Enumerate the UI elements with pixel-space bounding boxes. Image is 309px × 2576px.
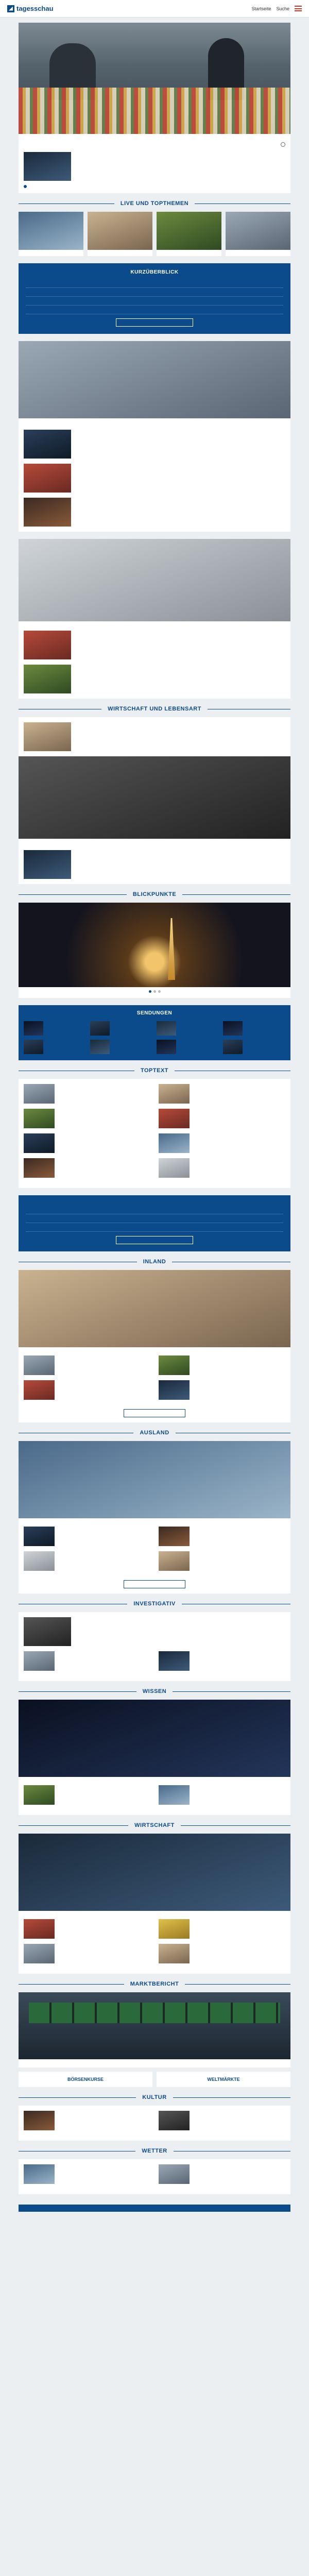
wissen-block (19, 1700, 290, 1815)
list-item[interactable] (159, 1651, 285, 1671)
live-tile[interactable] (19, 212, 83, 256)
list-item[interactable] (24, 1919, 150, 1939)
weltmaerkte-label: WELTMÄRKTE (207, 2077, 240, 2082)
section-title-ausland: AUSLAND (140, 1430, 169, 1436)
second-teaser[interactable] (19, 147, 290, 181)
list-item[interactable] (159, 1944, 285, 1963)
list-item[interactable] (159, 1158, 285, 1178)
row-teaser[interactable] (19, 1612, 290, 1646)
weltmaerkte-link[interactable] (157, 2072, 290, 2087)
live-tile[interactable] (157, 212, 221, 256)
section-title-wissen: WISSEN (142, 1688, 167, 1694)
blickpunkte-carousel[interactable] (19, 903, 290, 998)
sendung-item[interactable] (90, 1021, 152, 1036)
lead-image (19, 23, 290, 134)
wetter-block (19, 2159, 290, 2194)
list-item[interactable] (159, 1380, 285, 1400)
section-title-blickpunkte: BLICKPUNKTE (132, 891, 177, 897)
section-header-blickpunkte (19, 884, 290, 903)
share-icon[interactable] (281, 142, 285, 147)
list-item[interactable] (24, 1084, 150, 1104)
kurzueberblick-list (26, 279, 283, 314)
sendung-item[interactable] (24, 1021, 86, 1036)
list-item[interactable] (159, 1785, 285, 1805)
row-teaser[interactable] (19, 493, 290, 527)
sendungen-grid (24, 1021, 285, 1054)
list-item[interactable] (24, 1527, 150, 1546)
ausland-block (19, 1441, 290, 1594)
sendung-item[interactable] (157, 1021, 219, 1036)
section-title-inland: INLAND (143, 1259, 166, 1265)
related-link[interactable] (19, 181, 290, 188)
bullet-icon (24, 185, 27, 188)
info-panel (19, 1195, 290, 1251)
row-teaser[interactable] (19, 717, 290, 751)
list-item[interactable] (24, 2111, 150, 2130)
toptext-list (19, 1079, 290, 1183)
live-grid (19, 212, 290, 256)
kurzueberblick-title: KURZÜBERBLICK (130, 269, 179, 275)
blickpunkte-image (19, 903, 290, 987)
list-item[interactable] (24, 1109, 150, 1128)
section-title-wirtschaft: WIRTSCHAFT UND LEBENSART (108, 706, 201, 712)
ausland-image (19, 1441, 290, 1518)
inland-more-button[interactable] (124, 1409, 185, 1417)
wissen-image (19, 1700, 290, 1777)
list-item[interactable] (24, 1380, 150, 1400)
logo-mark-icon (7, 5, 14, 12)
kultur-block (19, 2106, 290, 2141)
list-item[interactable] (24, 1158, 150, 1178)
section-header-wissen (19, 1681, 290, 1700)
section-header-wirtschaft2 (19, 1815, 290, 1834)
list-item[interactable] (159, 1551, 285, 1571)
section-title-marktbericht: MARKTBERICHT (130, 1981, 179, 1987)
inland-block (19, 1270, 290, 1422)
kurz-item[interactable] (26, 279, 283, 288)
carousel-dots[interactable] (19, 987, 290, 993)
teaser-block-2 (19, 539, 290, 699)
investigativ-block (19, 1612, 290, 1681)
nav-link-home[interactable]: Startseite (251, 6, 271, 11)
menu-icon[interactable] (295, 6, 302, 11)
row-teaser[interactable] (19, 425, 290, 459)
inland-image (19, 1270, 290, 1347)
boersenkurse-label: BÖRSENKURSE (67, 2077, 104, 2082)
second-teaser-image (24, 152, 71, 181)
marktbericht-headline[interactable] (19, 2059, 290, 2062)
wirtschaft-image (19, 1834, 290, 1911)
list-item[interactable] (159, 1109, 285, 1128)
lead-teaser[interactable] (19, 23, 290, 193)
section-title-live: LIVE UND TOPTHEMEN (120, 200, 189, 207)
wirtschaft-block (19, 717, 290, 884)
section-header-wirtschaft (19, 699, 290, 717)
market-image (19, 1992, 290, 2059)
logo-text: tagesschau (16, 5, 54, 12)
section-header-inland (19, 1251, 290, 1270)
list-item[interactable] (24, 1355, 150, 1375)
top-nav (251, 6, 302, 11)
list-item[interactable] (159, 1355, 285, 1375)
section-header-kultur (19, 2087, 290, 2106)
portrait-image (19, 756, 290, 839)
toptext-block (19, 1079, 290, 1188)
lead-meta (19, 140, 290, 147)
list-item[interactable] (24, 1551, 150, 1571)
sendungen-panel (19, 1005, 290, 1060)
sendung-item[interactable] (90, 1040, 152, 1054)
sendung-item[interactable] (157, 1040, 219, 1054)
section-title-kultur: KULTUR (142, 2094, 167, 2100)
teaser-block-1 (19, 341, 290, 532)
list-item[interactable] (24, 2164, 150, 2184)
list-item[interactable] (24, 1651, 150, 1671)
list-item[interactable] (24, 1785, 150, 1805)
list-item[interactable] (159, 1133, 285, 1153)
row-teaser[interactable] (19, 845, 290, 879)
market-links (19, 2072, 290, 2087)
kurz-item[interactable] (26, 297, 283, 306)
list-item[interactable] (159, 2164, 285, 2184)
row-teaser[interactable] (19, 625, 290, 659)
kurz-item[interactable] (26, 288, 283, 297)
sendung-item[interactable] (24, 1040, 86, 1054)
list-item[interactable] (24, 1133, 150, 1153)
section-header-marktbericht (19, 1974, 290, 1992)
section-title-toptext: TOPTEXT (140, 1067, 169, 1074)
wirtschaft2-block (19, 1834, 290, 1974)
section-header-investigativ (19, 1594, 290, 1612)
boersenkurse-link[interactable] (19, 2072, 152, 2087)
live-tile[interactable] (88, 212, 152, 256)
marktbericht-block[interactable] (19, 1992, 290, 2067)
live-tile[interactable] (226, 212, 290, 256)
row-teaser[interactable] (19, 659, 290, 693)
nav-link-search[interactable]: Suche (276, 6, 289, 11)
top-bar (0, 0, 309, 18)
section-title-investigativ: INVESTIGATIV (133, 1601, 176, 1607)
list-item[interactable] (159, 1084, 285, 1104)
section-title-wetter: WETTER (142, 2148, 167, 2154)
teaser-image (19, 341, 290, 418)
sendung-item[interactable] (223, 1021, 285, 1036)
kurz-item[interactable] (26, 306, 283, 314)
list-item[interactable] (159, 2111, 285, 2130)
sendungen-title: SENDUNGEN (136, 1010, 173, 1016)
row-teaser[interactable] (19, 459, 290, 493)
section-header-wetter (19, 2141, 290, 2159)
ausland-more-button[interactable] (124, 1580, 185, 1588)
section-header-live (19, 193, 290, 212)
section-header-toptext (19, 1060, 290, 1079)
section-title-wirtschaft2: WIRTSCHAFT (134, 1822, 175, 1828)
list-item[interactable] (24, 1944, 150, 1963)
footer-strip (19, 2205, 290, 2212)
section-header-ausland (19, 1422, 290, 1441)
list-item[interactable] (159, 1919, 285, 1939)
teaser-image (19, 539, 290, 621)
kurz-more-button[interactable] (116, 318, 193, 327)
info-button[interactable] (116, 1236, 193, 1244)
logo[interactable] (7, 5, 54, 12)
kurzueberblick-panel (19, 263, 290, 334)
sendung-item[interactable] (223, 1040, 285, 1054)
list-item[interactable] (159, 1527, 285, 1546)
